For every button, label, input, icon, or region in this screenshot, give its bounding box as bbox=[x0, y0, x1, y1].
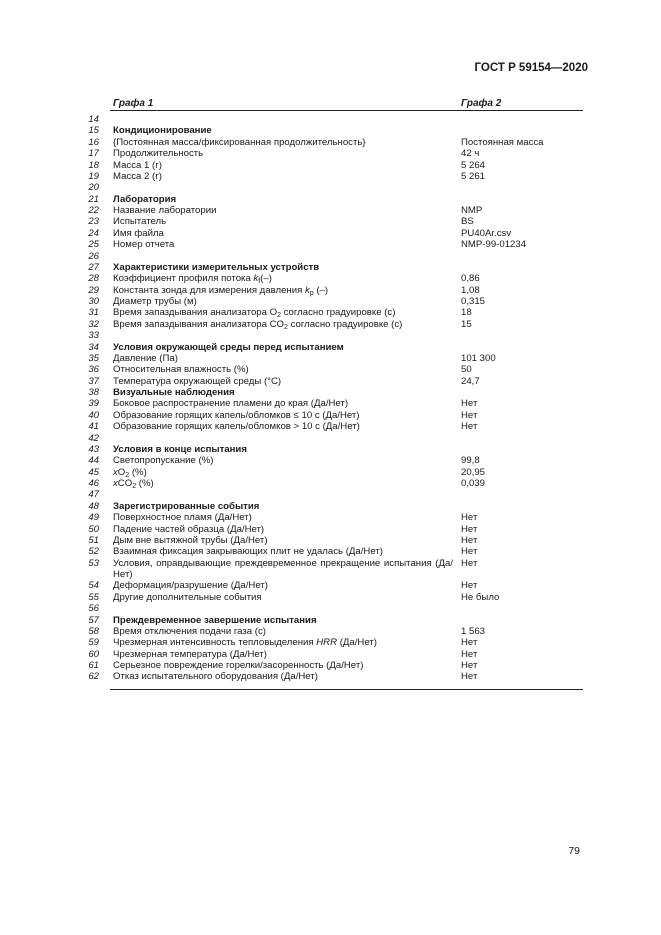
table-row bbox=[0, 376, 661, 387]
row-value: Нет bbox=[461, 580, 478, 592]
row-number: 52 bbox=[88, 546, 99, 558]
label-text: Деформация/разрушение (Да/Нет) bbox=[113, 580, 268, 592]
table-row bbox=[0, 216, 661, 227]
row-value: 5 264 bbox=[461, 159, 486, 171]
label-text: (–) bbox=[260, 273, 272, 285]
row-number: 49 bbox=[88, 512, 99, 524]
table-row bbox=[0, 160, 661, 171]
table-bottom-rule bbox=[110, 689, 583, 690]
row-number: 40 bbox=[88, 409, 99, 421]
row-label bbox=[113, 660, 453, 671]
row-number: 61 bbox=[88, 660, 99, 671]
row-label bbox=[113, 376, 453, 387]
row-value: NMP bbox=[461, 205, 483, 216]
row-value: 18 bbox=[461, 307, 472, 319]
label-symbol: x bbox=[113, 478, 118, 489]
row-number: 45 bbox=[88, 466, 99, 478]
row-value: Нет bbox=[461, 523, 478, 535]
row-value: 0,86 bbox=[461, 273, 480, 285]
label-subscript: p bbox=[309, 289, 314, 297]
row-number: 48 bbox=[88, 500, 99, 512]
row-label bbox=[113, 262, 453, 273]
table-row bbox=[0, 649, 661, 660]
row-number: 29 bbox=[88, 284, 99, 296]
label-text: Температура окружающей среды (°C) bbox=[113, 375, 282, 387]
row-number: 14 bbox=[88, 114, 99, 125]
table-row bbox=[0, 671, 661, 682]
table-row bbox=[0, 501, 661, 512]
table-row bbox=[0, 251, 661, 262]
label-text: Характеристики измерительных устройств bbox=[113, 261, 320, 273]
row-number: 16 bbox=[88, 136, 99, 148]
label-text: Имя файла bbox=[113, 227, 164, 239]
table-row bbox=[0, 478, 661, 489]
row-value: 1 563 bbox=[461, 625, 486, 637]
document-code: ГОСТ Р 59154—2020 bbox=[474, 62, 588, 74]
label-subscript: 2 bbox=[284, 323, 288, 331]
row-label bbox=[113, 171, 453, 182]
row-number: 47 bbox=[88, 489, 99, 501]
table-row bbox=[0, 194, 661, 205]
label-text: Серьезное повреждение горелки/засоренность (Да/Нет) bbox=[113, 660, 364, 671]
row-label bbox=[113, 342, 453, 353]
table-row bbox=[0, 398, 661, 409]
label-text: Время запаздывания анализатора O bbox=[113, 307, 278, 319]
label-text: (%) bbox=[136, 478, 154, 489]
row-label bbox=[113, 216, 453, 227]
column-header-2: Графа 2 bbox=[461, 98, 502, 109]
row-number: 37 bbox=[88, 375, 99, 387]
table-row bbox=[0, 262, 661, 273]
table-row bbox=[0, 239, 661, 250]
table-row bbox=[0, 353, 661, 364]
table-row bbox=[0, 273, 661, 284]
row-label bbox=[113, 478, 453, 489]
label-text: Испытатель bbox=[113, 216, 167, 228]
table-row bbox=[0, 615, 661, 626]
table-row bbox=[0, 114, 661, 125]
table-top-rule bbox=[110, 110, 583, 111]
label-text: Чрезмерная температура (Да/Нет) bbox=[113, 648, 267, 660]
row-number: 23 bbox=[88, 216, 99, 228]
label-subscript: f bbox=[258, 278, 261, 286]
row-number: 18 bbox=[88, 159, 99, 171]
table-row bbox=[0, 364, 661, 375]
row-label bbox=[113, 387, 453, 398]
row-label bbox=[113, 546, 453, 557]
row-value: Нет bbox=[461, 421, 478, 433]
label-text: Время отключения подачи газа (с) bbox=[113, 625, 266, 637]
label-text: Визуальные наблюдения bbox=[113, 387, 235, 398]
row-number: 27 bbox=[88, 261, 99, 273]
table-row bbox=[0, 285, 661, 296]
row-label bbox=[113, 125, 453, 136]
label-text: O bbox=[117, 466, 126, 478]
label-text: (–) bbox=[313, 284, 329, 296]
row-number: 55 bbox=[88, 591, 99, 603]
row-value: 50 bbox=[461, 364, 472, 376]
row-label bbox=[113, 444, 453, 455]
row-label bbox=[113, 273, 453, 284]
row-value: 20,95 bbox=[461, 466, 486, 478]
label-text: Образование горящих капель/обломков > 10 с (Да/Нет) bbox=[113, 421, 360, 433]
table-row bbox=[0, 489, 661, 500]
row-value: 24,7 bbox=[461, 375, 480, 387]
row-number: 59 bbox=[88, 637, 99, 649]
row-label bbox=[113, 148, 453, 159]
label-text: {Постоянная масса/фиксированная продолжительность} bbox=[113, 136, 366, 148]
row-number: 62 bbox=[88, 671, 99, 683]
row-label bbox=[113, 205, 453, 216]
label-text: Преждевременное завершение испытания bbox=[113, 614, 317, 626]
row-label bbox=[113, 353, 453, 364]
label-text: Падение частей образца (Да/Нет) bbox=[113, 523, 265, 535]
row-label bbox=[113, 421, 453, 432]
row-label bbox=[113, 467, 453, 478]
row-number: 17 bbox=[88, 148, 99, 160]
row-label bbox=[113, 512, 453, 523]
label-text: Масса 2 (г) bbox=[113, 170, 162, 182]
label-text: Диаметр трубы (м) bbox=[113, 296, 197, 307]
table-row bbox=[0, 137, 661, 148]
label-text: CO bbox=[117, 478, 133, 489]
row-number: 41 bbox=[88, 421, 99, 433]
row-value: 42 ч bbox=[461, 148, 480, 160]
label-text: Чрезмерная интенсивность тепловыделения bbox=[113, 637, 317, 649]
row-number: 53 bbox=[88, 557, 99, 569]
label-text: Взаимная фиксация закрывающих плит не удалась (Да/Нет) bbox=[113, 546, 383, 558]
row-number: 54 bbox=[88, 580, 99, 592]
label-text: Зарегистрированные события bbox=[113, 500, 260, 512]
row-label bbox=[113, 398, 453, 409]
table-row bbox=[0, 125, 661, 136]
row-number: 25 bbox=[88, 239, 99, 251]
label-text: Образование горящих капель/обломков ≤ 10 с (Да/Нет) bbox=[113, 409, 360, 421]
label-text: Относительная влажность (%) bbox=[113, 364, 249, 376]
row-label bbox=[113, 501, 453, 512]
row-value: Нет bbox=[461, 648, 478, 660]
row-value: PU40Ar.csv bbox=[461, 227, 512, 239]
table-row bbox=[0, 205, 661, 216]
table-row bbox=[0, 467, 661, 478]
row-value: 101 300 bbox=[461, 352, 496, 364]
row-label bbox=[113, 239, 453, 250]
table-row bbox=[0, 148, 661, 159]
row-label bbox=[113, 228, 453, 239]
row-number: 56 bbox=[88, 603, 99, 615]
row-label bbox=[113, 455, 453, 466]
row-value: 1,08 bbox=[461, 284, 480, 296]
column-header-1: Графа 1 bbox=[113, 98, 154, 109]
row-number: 33 bbox=[88, 330, 99, 342]
row-value: Нет bbox=[461, 671, 478, 683]
row-label bbox=[113, 592, 453, 603]
label-text: Продолжительность bbox=[113, 148, 204, 160]
row-number: 58 bbox=[88, 625, 99, 637]
label-text: Светопропускание (%) bbox=[113, 455, 214, 467]
label-text: Номер отчета bbox=[113, 239, 175, 251]
row-value: Нет bbox=[461, 557, 478, 569]
label-text: Масса 1 (г) bbox=[113, 159, 162, 171]
label-subscript: 2 bbox=[125, 471, 130, 479]
row-value: Нет bbox=[461, 534, 478, 546]
row-label bbox=[113, 296, 453, 307]
row-label bbox=[113, 535, 453, 546]
label-text: Боковое распространение пламени до края (Да/Нет) bbox=[113, 398, 349, 410]
label-subscript: 2 bbox=[277, 312, 281, 320]
row-number: 32 bbox=[88, 318, 99, 330]
row-number: 42 bbox=[88, 432, 99, 444]
row-number: 57 bbox=[88, 614, 99, 626]
label-text: Условия в конце испытания bbox=[113, 443, 247, 455]
row-value: Нет bbox=[461, 398, 478, 410]
label-text: Константа зонда для измерения давления bbox=[113, 284, 305, 296]
label-text: Отказ испытательного оборудования (Да/Нет) bbox=[113, 671, 318, 683]
row-label bbox=[113, 194, 453, 205]
row-number: 31 bbox=[88, 307, 99, 319]
label-symbol: x bbox=[113, 466, 118, 478]
row-number: 35 bbox=[88, 352, 99, 364]
table-row bbox=[0, 342, 661, 353]
row-number: 36 bbox=[88, 364, 99, 376]
row-number: 60 bbox=[88, 648, 99, 660]
row-number: 30 bbox=[88, 296, 99, 307]
row-value: NMP-99-01234 bbox=[461, 239, 527, 251]
row-value: Нет bbox=[461, 660, 478, 671]
row-label bbox=[113, 307, 453, 318]
table-row bbox=[0, 410, 661, 421]
label-symbol: k bbox=[253, 273, 259, 285]
label-symbol: HRR bbox=[316, 637, 338, 649]
row-label bbox=[113, 364, 453, 375]
table-row bbox=[0, 182, 661, 193]
table-row bbox=[0, 296, 661, 307]
parameter-table bbox=[0, 114, 661, 683]
table-row bbox=[0, 319, 661, 330]
table-row bbox=[0, 330, 661, 341]
row-value: Нет bbox=[461, 512, 478, 524]
label-text: Время запаздывания анализатора CO bbox=[113, 318, 285, 330]
row-value: 0,315 bbox=[461, 296, 486, 307]
label-text: согласно градуировке (с) bbox=[287, 318, 403, 330]
label-text: Кондиционирование bbox=[113, 125, 212, 137]
table-row bbox=[0, 455, 661, 466]
row-label bbox=[113, 160, 453, 171]
label-text: (%) bbox=[129, 466, 147, 478]
row-number: 39 bbox=[88, 398, 99, 410]
label-text: Давление (Па) bbox=[113, 352, 178, 364]
label-text: Название лаборатории bbox=[113, 205, 217, 216]
row-value: 15 bbox=[461, 318, 472, 330]
label-text: Коэффициент профиля потока bbox=[113, 273, 254, 285]
table-row bbox=[0, 580, 661, 591]
table-row bbox=[0, 546, 661, 557]
table-row bbox=[0, 626, 661, 637]
row-value: Нет bbox=[461, 409, 478, 421]
table-row bbox=[0, 524, 661, 535]
label-text: Условия, оправдывающие преждевременное прекращение испытания (Да/Нет) bbox=[113, 557, 453, 580]
row-value: BS bbox=[461, 216, 474, 228]
table-row bbox=[0, 603, 661, 614]
row-label bbox=[113, 524, 453, 535]
table-row bbox=[0, 637, 661, 648]
row-number: 20 bbox=[88, 182, 99, 194]
table-row bbox=[0, 592, 661, 603]
row-value: Постоянная масса bbox=[461, 136, 544, 148]
row-number: 38 bbox=[88, 387, 99, 398]
table-row bbox=[0, 444, 661, 455]
row-number: 19 bbox=[88, 170, 99, 182]
row-number: 51 bbox=[88, 534, 99, 546]
row-number: 43 bbox=[88, 443, 99, 455]
label-symbol: k bbox=[304, 284, 310, 296]
row-label bbox=[113, 558, 453, 581]
row-number: 15 bbox=[88, 125, 99, 137]
row-label bbox=[113, 137, 453, 148]
table-row bbox=[0, 228, 661, 239]
row-number: 46 bbox=[88, 478, 99, 489]
row-number: 24 bbox=[88, 227, 99, 239]
row-label bbox=[113, 637, 453, 648]
row-number: 34 bbox=[88, 341, 99, 353]
row-label bbox=[113, 410, 453, 421]
row-number: 28 bbox=[88, 273, 99, 285]
table-row bbox=[0, 433, 661, 444]
row-value: 5 261 bbox=[461, 170, 486, 182]
label-text: Поверхностное пламя (Да/Нет) bbox=[113, 512, 252, 524]
row-number: 44 bbox=[88, 455, 99, 467]
row-value: Нет bbox=[461, 546, 478, 558]
label-text: согласно градуировке (с) bbox=[280, 307, 396, 319]
row-label bbox=[113, 671, 453, 682]
row-value: 0,039 bbox=[461, 478, 486, 489]
row-value: Не было bbox=[461, 591, 500, 603]
label-text: Другие дополнительные события bbox=[113, 591, 262, 603]
label-subscript: 2 bbox=[132, 483, 137, 490]
table-row bbox=[0, 421, 661, 432]
table-row bbox=[0, 512, 661, 523]
label-text: (Да/Нет) bbox=[337, 637, 377, 649]
row-label bbox=[113, 580, 453, 591]
table-row bbox=[0, 307, 661, 318]
row-label bbox=[113, 615, 453, 626]
row-number: 26 bbox=[88, 250, 99, 262]
row-number: 21 bbox=[88, 193, 99, 205]
row-number: 50 bbox=[88, 523, 99, 535]
table-row bbox=[0, 558, 661, 581]
row-label bbox=[113, 319, 453, 330]
row-number: 22 bbox=[88, 205, 99, 216]
row-label bbox=[113, 649, 453, 660]
label-text: Дым вне вытяжной трубы (Да/Нет) bbox=[113, 534, 268, 546]
row-label bbox=[113, 626, 453, 637]
table-row bbox=[0, 171, 661, 182]
table-row bbox=[0, 535, 661, 546]
table-row bbox=[0, 387, 661, 398]
row-value: 99,8 bbox=[461, 455, 480, 467]
label-text: Условия окружающей среды перед испытанием bbox=[113, 341, 344, 353]
label-text: Лаборатория bbox=[113, 193, 177, 205]
row-label bbox=[113, 285, 453, 296]
row-value: Нет bbox=[461, 637, 478, 649]
page-number: 79 bbox=[568, 845, 580, 857]
table-row bbox=[0, 660, 661, 671]
